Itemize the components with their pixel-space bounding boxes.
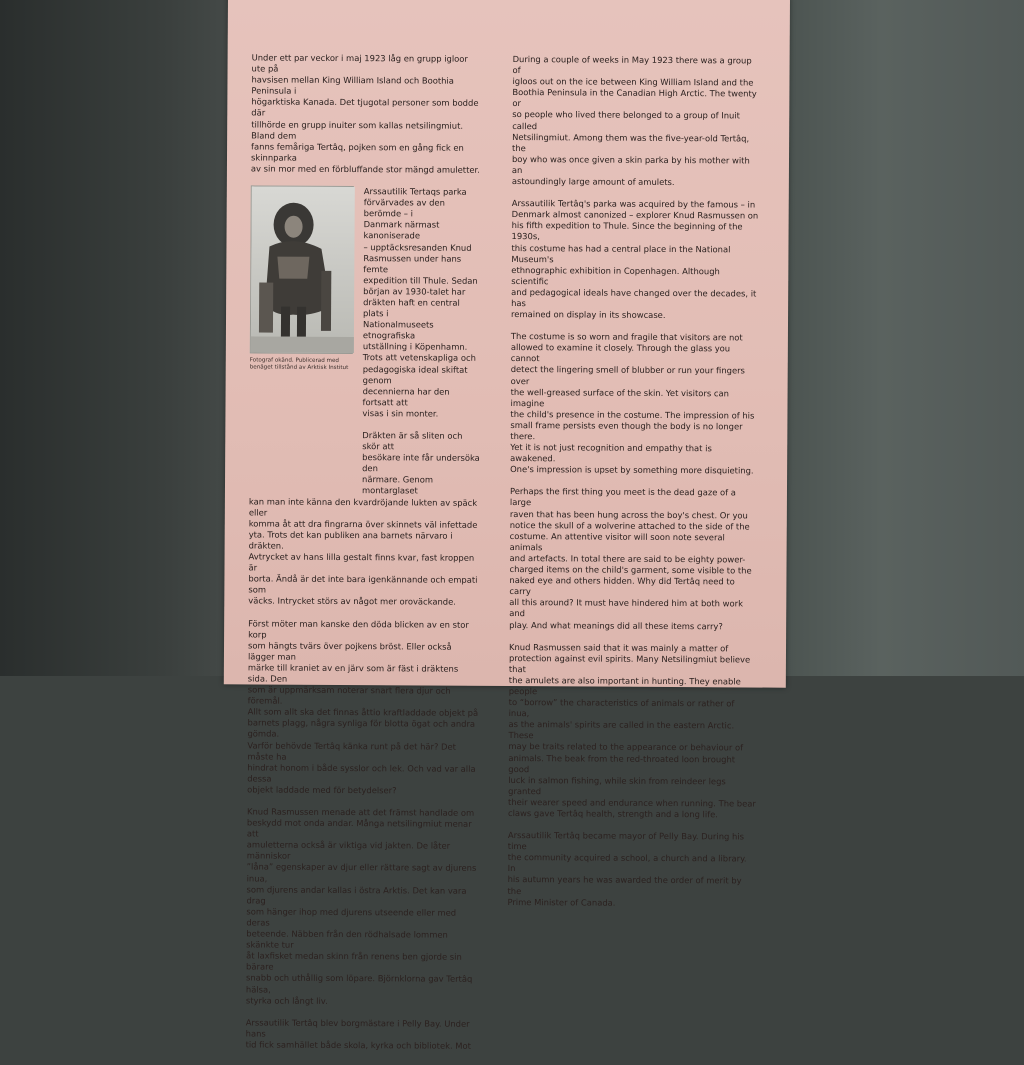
english-knud: Knud Rasmussen said that it was mainly a matter of protection against evil spirits. Many Netsilingmiut believe that the amulets are also important in hunting. They enable people to “borrow” the characteristics of animals or rather of inua, as the animals' spirits are called in the eastern Arctic. These may be traits related to the appearance or behaviour of animals. The beak from the red-throated loon brought good luck in salmon fishing, while skin from reindeer legs granted their wearer speed and endurance when running. The bear claws gave Tertâq health, strength and a long life. bbox=[507, 641, 756, 820]
archival-photo-boy-in-parka bbox=[250, 185, 354, 354]
swedish-mayor: Arssautilik Tertâq blev borgmästare i Pelly Bay. Under hans tid fick samhället både skola, kyrka och bibliotek. Mot bbox=[245, 1017, 471, 1051]
english-column bbox=[507, 54, 760, 920]
english-intro: During a couple of weeks in May 1923 there was a group of igloos out on the ice between King William Island and the Boothia Peninsula in the Canadian High Arctic. The twenty or so people who lived there belonged to a group of Inuit called Netsilingmiut. Among them was the five-year-old Tertâq, the boy who was once given a skin parka by his mother with an astoundingly large amount of amulets. bbox=[511, 54, 757, 188]
swedish-column bbox=[245, 52, 483, 1062]
photo-illustration bbox=[251, 186, 355, 353]
photo-caption: Fotograf okänd. Publicerad med benäget tillstånd av Arktisk Institut bbox=[249, 357, 349, 372]
photo-with-caption bbox=[249, 185, 354, 496]
english-raven: Perhaps the first thing you meet is the dead gaze of a large raven that has been hung across the boy's chest. Or you notice the skull of a wolverine attached to the side of the costume. An attentive visitor will soon note several animals and artefacts. In total there are said to be eighty power- charged items on the child's garment, some visible to the naked eye and others hidden. Why did Tertâq need to carry all this around? It must have hindered him at both work and play. And what meanings did all these items carry? bbox=[509, 486, 752, 631]
swedish-intro: Under ett par veckor i maj 1923 låg en grupp igloor ute på havsisen mellan King William Island och Boothia Peninsula i högarktiska Kanada. Det tjugotal personer som bodde där tillhörde en grupp inuiter som kallas netsilingmiut. Bland dem fanns femåriga Tertâq, pojken som en gång fick en skinnparka av sin mor med en förbluffande stor mängd amuletter. bbox=[250, 52, 480, 175]
swedish-costume-rest: kan man inte känna den kvardröjande lukten av späck eller komma åt att dra fingrarna över skinnets väl infettade yta. Trots det kan publiken ana barnets närvaro i dräkten. Avtrycket av hans lilla gestalt finns kvar, fast kroppen är borta. Ändå är det inte bara igenkännande och empati som väcks. Intrycket störs av något mer oroväckande. bbox=[248, 495, 478, 608]
english-acquired: Arssautilik Tertâq's parka was acquired by the famous – in Denmark almost canonized – explorer Knud Rasmussen on his fifth expedition to Thule. Since the beginning of the 1930s, this costume has had a central place in the National Museum's ethnographic exhibition in Copenhagen. Although scientific and pedagogical ideals have changed over the decades, it has remained on display in its showcase. bbox=[511, 198, 759, 321]
text-beside-photo bbox=[362, 186, 483, 497]
english-mayor: Arssautilik Tertâq became mayor of Pelly Bay. During his time the community acquired a school, a church and a library. In his autumn years he was awarded the order of merit by the Prime Minister of Canada. bbox=[507, 830, 747, 908]
swedish-raven: Först möter man kanske den döda blicken av en stor korp som hängts tvärs över pojkens bröst. Eller också lägger man märke till kraniet av en järv som är fäst i dräktens sida. Den som är uppmärksam noterar snart flera djur och föremål. Allt som allt ska det finnas åttio kraftladdade objekt på barnets plagg, några synliga för blotta ögat och andra gömda. Varför behövde Tertâq känka runt på det här? Det måste ha hindrat honom i både sysslor och lek. Och vad var alla dessa objekt laddade med för betydelser? bbox=[247, 617, 479, 796]
swedish-knud: Knud Rasmussen menade att det främst handlade om beskydd mot onda andar. Många netsilingmiut menar att amuletterna också är viktiga vid jakten. De låter människor ”låna” egenskaper av djur eller rättare sagt av djurens inua, som djurens andar kallas i östra Arktis. Det kan vara drag som hänger ihop med djurens utseende eller med deras beteende. Näbben från den rödhalsade lommen skänkte tur åt laxfisket medan skinn från renens ben gjorde sin bärare snabb och uthållig som löpare. Björnklorna gav Tertâq hälsa, styrka och långt liv. bbox=[245, 806, 477, 1006]
wall-right bbox=[786, 0, 1024, 676]
swedish-costume-start: Dräkten är så sliten och skör att besökare inte får undersöka den närmare. Genom montarglaset bbox=[361, 430, 480, 496]
english-costume: The costume is so worn and fragile that visitors are not allowed to examine it closely. Through the glass you cannot detect the lingering smell of blubber or run your fingers over the well-greased surface of the skin. Yet visitors can imagine the child's presence in the costume. The impression of his small frame persists even though the body is no longer there. Yet it is not just recognition and empathy that is awakened. One's impression is upset by something more disquieting. bbox=[510, 331, 755, 476]
photo-block bbox=[249, 185, 483, 497]
wall-left bbox=[0, 0, 232, 676]
swedish-parka-acquired: Arssautilik Tertaqs parka förvärvades av den berömde – i Danmark närmast kanoniserade – upptäcksresanden Knud Rasmussen under hans femte expedition till Thule. Sedan början av 1930-talet har dräkten haft en central plats i Nationalmuseets etnografiska utställning i Köpenhamn. Trots att vetenskapliga och pedagogiska ideal skiftat genom decennierna har den fortsatt att visas i sin monter. bbox=[362, 186, 478, 419]
exhibit-text-panel bbox=[224, 0, 790, 1051]
